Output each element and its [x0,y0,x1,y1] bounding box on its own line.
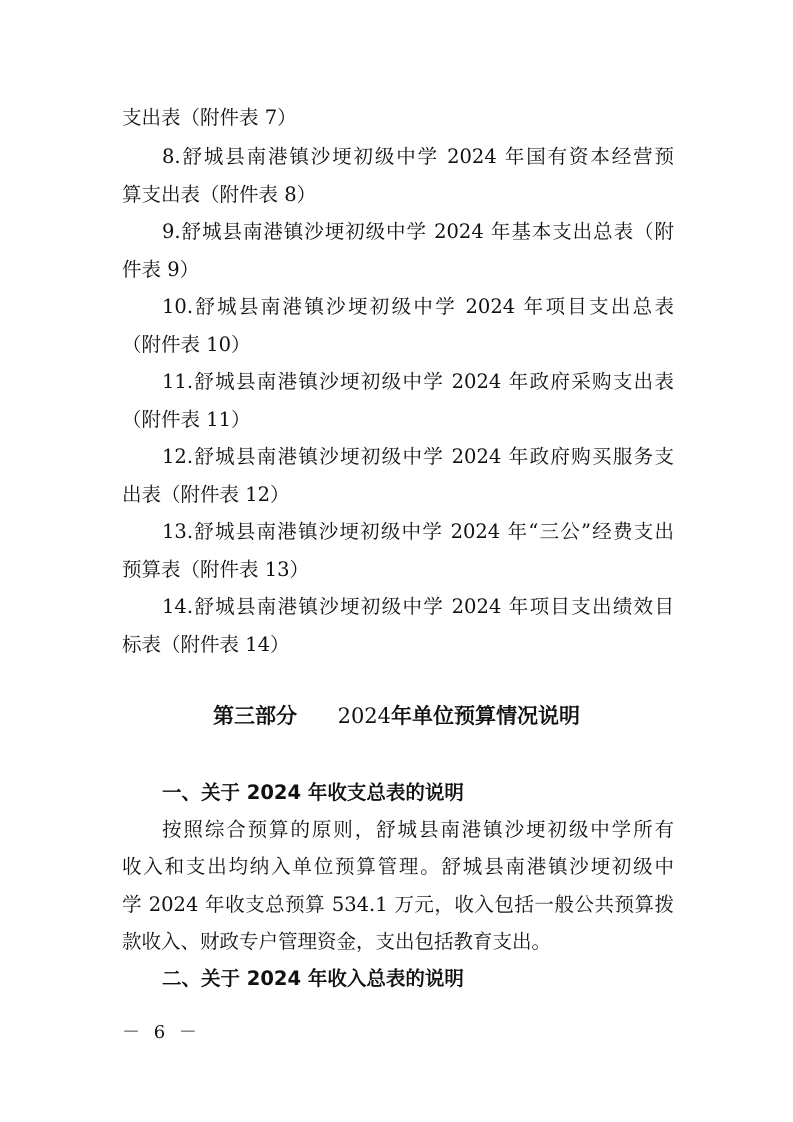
section-heading-year: 2024 [337,704,392,728]
section-heading [0,700,793,732]
list-line: 算支出表（附件表 8） [122,183,317,206]
list-line: 8.舒城县南港镇沙埂初级中学 2024 年国有资本经营预 [162,145,674,168]
list-line: 11.舒城县南港镇沙埂初级中学 2024 年政府采购支出表 [162,370,674,393]
list-line: 标表（附件表 14） [122,633,290,656]
section-heading-part: 第三部分 [212,704,297,728]
list-line: 12.舒城县南港镇沙埂初级中学 2024 年政府购买服务支 [162,445,674,468]
list-line: 9.舒城县南港镇沙埂初级中学 2024 年基本支出总表（附 [162,220,674,243]
paragraph-line: 按照综合预算的原则，舒城县南港镇沙埂初级中学所有 [162,818,674,841]
page-number: － 6 － [122,1022,201,1043]
list-line: 支出表（附件表 7） [122,106,297,129]
list-line: （附件表 10） [122,333,251,356]
list-line: 预算表（附件表 13） [122,558,310,581]
subheading-2: 二、关于 2024 年收入总表的说明 [162,967,464,990]
list-line: 13.舒城县南港镇沙埂初级中学 2024 年“三公”经费支出 [162,520,674,543]
subheading-1: 一、关于 2024 年收支总表的说明 [162,781,464,804]
list-line: 出表（附件表 12） [122,483,290,506]
paragraph-line: 收入和支出均纳入单位预算管理。舒城县南港镇沙埂初级中 [122,855,674,878]
section-heading-title: 年单位预算情况说明 [391,704,581,728]
list-line: （附件表 11） [122,408,251,431]
list-line: 10.舒城县南港镇沙埂初级中学 2024 年项目支出总表 [162,295,674,318]
list-line: 14.舒城县南港镇沙埂初级中学 2024 年项目支出绩效目 [162,595,674,618]
paragraph-line: 款收入、财政专户管理资金，支出包括教育支出。 [122,930,552,953]
list-line: 件表 9） [122,258,200,281]
paragraph-line: 学 2024 年收支总预算 534.1 万元，收入包括一般公共预算拨 [122,893,674,916]
